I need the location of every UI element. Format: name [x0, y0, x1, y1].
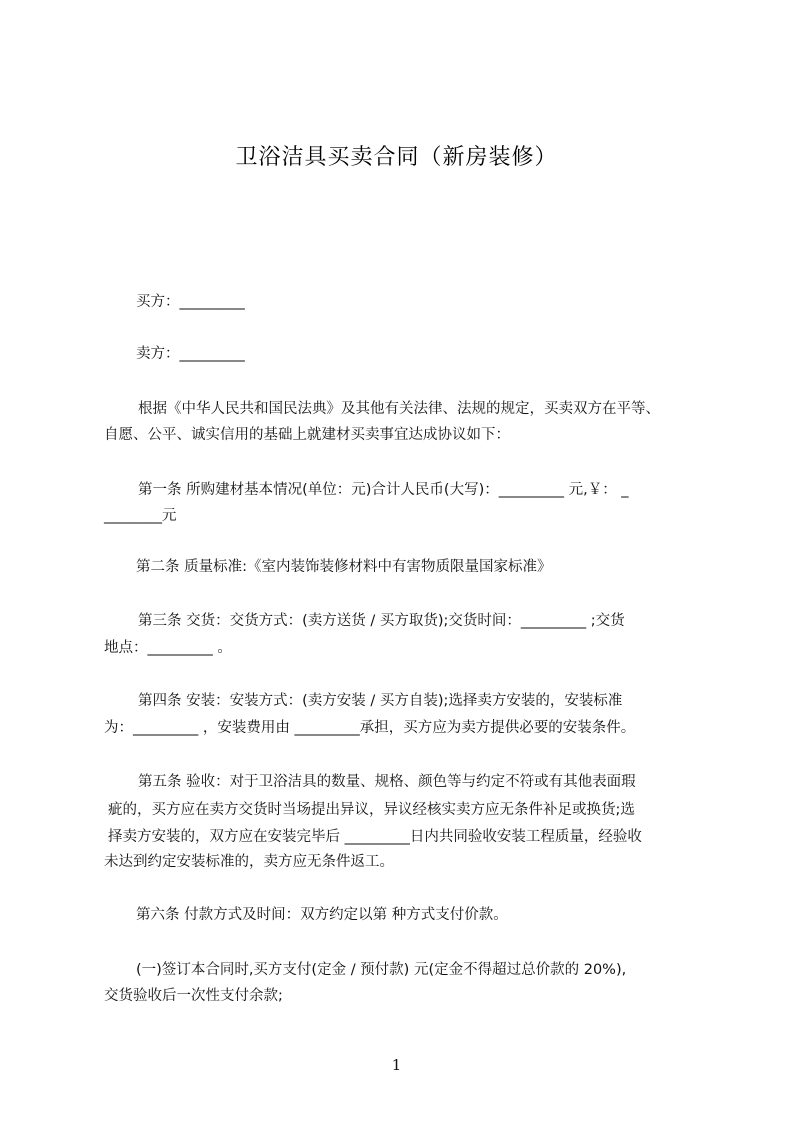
article-2-line-1: 第二条 质量标准:《室内装饰装修材料中有害物质限量国家标准》 [136, 559, 552, 575]
article-5-line-2: 疵的，买方应在卖方交货时当场提出异议，异议经核实卖方应无条件补足或换货;选 [108, 802, 635, 818]
document-title: 卫浴洁具买卖合同（新房装修） [235, 145, 558, 170]
article-4-line-2: 为：_________ ，安装费用由 _________承担，买方应为卖方提供必要的安装条件。 [104, 720, 636, 736]
article-3-line-1: 第三条 交货：交货方式：(卖方送货 / 买方取货);交货时间：_________ ;交货 [138, 613, 625, 629]
clause-1-line-2: 交货验收后一次性支付余款; [104, 988, 283, 1004]
article-6-line-1: 第六条 付款方式及时间：双方约定以第 种方式支付价款。 [136, 907, 508, 923]
article-5-line-3: 择卖方安装的，双方应在安装完毕后 _________日内共同验收安装工程质量，经验收 [108, 829, 642, 845]
seller-line: 卖方：_________ [136, 346, 245, 362]
article-1-line-1: 第一条 所购建材基本情况(单位：元)合计人民币(大写)：_________ 元,￥： _ [138, 482, 629, 498]
page-number: 1 [391, 1056, 402, 1074]
clause-1-line-1: (一)签订本合同时,买方支付(定金 / 预付款) 元(定金不得超过总价款的 20%), [136, 962, 627, 978]
preamble-line-1: 根据《中华人民共和国民法典》及其他有关法律、法规的规定，买卖双方在平等、 [138, 401, 660, 417]
article-3-line-2: 地点：_________ 。 [104, 640, 232, 656]
article-5-line-4: 未达到约定安装标准的，卖方应无条件返工。 [104, 854, 394, 870]
article-4-line-1: 第四条 安装：安装方式：(卖方安装 / 买方自装);选择卖方安装的，安装标准 [138, 693, 623, 709]
buyer-line: 买方：_________ [136, 294, 245, 310]
article-5-line-1: 第五条 验收：对于卫浴洁具的数量、规格、颜色等与约定不符或有其他表面瑕 [138, 774, 636, 790]
article-1-line-2: ________元 [104, 508, 177, 524]
preamble-line-2: 自愿、公平、诚实信用的基础上就建材买卖事宜达成协议如下： [104, 427, 510, 443]
